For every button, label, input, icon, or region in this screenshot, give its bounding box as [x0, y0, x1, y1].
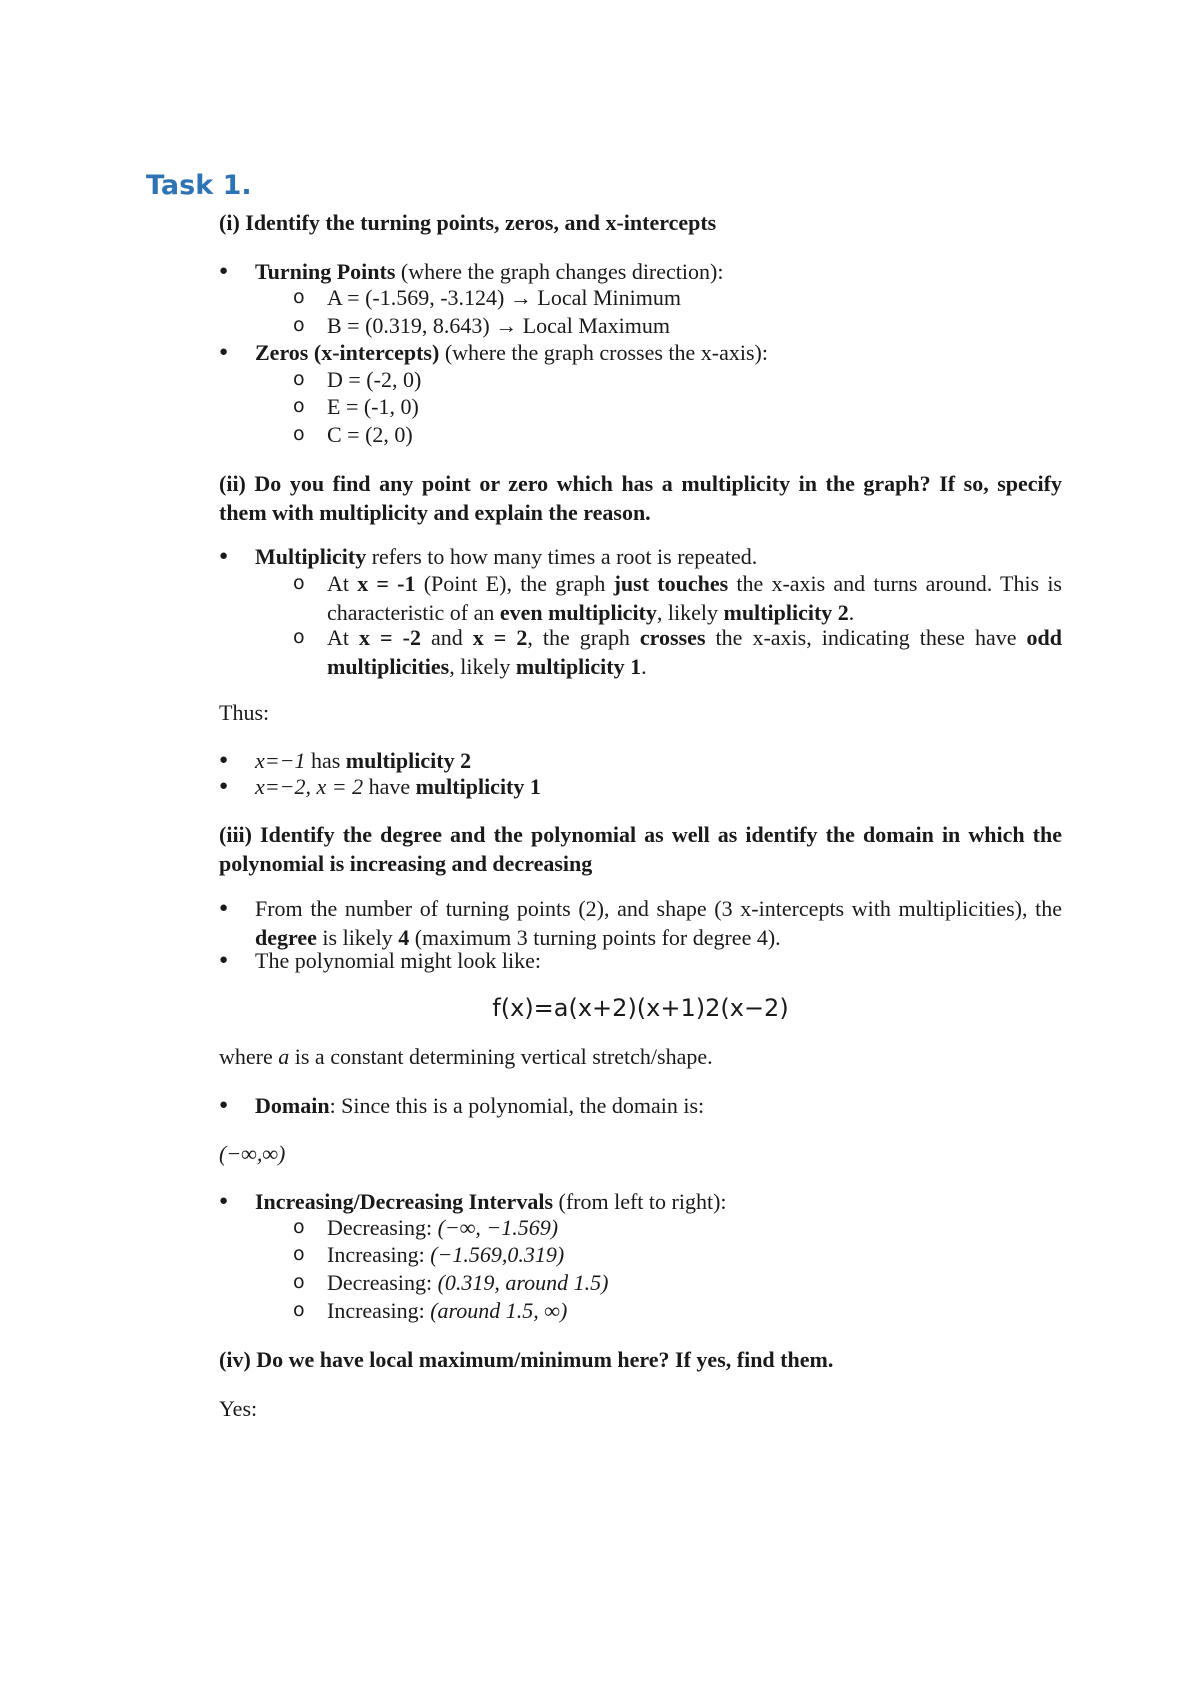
sub-bullet-icon: o	[293, 423, 305, 445]
domain-value: (−∞,∞)	[219, 1141, 286, 1166]
question-4-answer: Yes:	[219, 1396, 258, 1421]
polynomial-formula: f(x)=a(x+2)(x+1)2(x−2)	[492, 994, 789, 1022]
turning-points-desc: (where the graph changes direction):	[395, 259, 724, 284]
zero-c-text: C = (2, 0)	[327, 422, 413, 447]
sub-bullet-icon: o	[293, 286, 305, 308]
polynomial-intro: The polynomial might look like:	[255, 948, 541, 973]
question-1-heading: (i) Identify the turning points, zeros, and x-intercepts	[219, 210, 717, 235]
sub-bullet-icon: o	[293, 395, 305, 417]
zero-e-text: E = (-1, 0)	[327, 394, 419, 419]
multiplicity-desc: refers to how many times a root is repeated.	[366, 544, 758, 569]
thus-text: Thus:	[219, 700, 270, 725]
turning-points-label: Turning Points	[255, 259, 396, 284]
bullet-icon: ●	[219, 1097, 229, 1113]
task-title: Task 1.	[146, 170, 252, 201]
sub-bullet-icon: o	[293, 1243, 305, 1265]
bullet-icon: ●	[219, 1193, 229, 1209]
bullet-icon: ●	[219, 263, 229, 279]
bullet-icon: ●	[219, 344, 229, 360]
turning-point-a-text: A = (-1.569, -3.124) → Local Minimum	[327, 285, 681, 310]
question-4-heading: (iv) Do we have local maximum/minimum here? If yes, find them.	[219, 1347, 834, 1372]
question-2-heading: (ii) Do you find any point or zero which has a multiplicity in the graph? If so, specify them with multiplicity and explain the reason.	[219, 471, 1062, 525]
sub-bullet-icon: o	[293, 314, 305, 336]
question-3-heading: (iii) Identify the degree and the polynomial as well as identify the domain in which the polynomial is increasing and decreasing	[219, 822, 1062, 876]
zeros-label: Zeros (x-intercepts)	[255, 340, 440, 365]
bullet-icon: ●	[219, 900, 229, 916]
sub-bullet-icon: o	[293, 1216, 305, 1238]
sub-bullet-icon: o	[293, 1271, 305, 1293]
bullet-icon: ●	[219, 548, 229, 564]
sub-bullet-icon: o	[293, 626, 305, 648]
where-text: where a is a constant determining vertical stretch/shape.	[219, 1044, 713, 1069]
bullet-icon: ●	[219, 952, 229, 968]
zeros-desc: (where the graph crosses the x-axis):	[439, 340, 768, 365]
multiplicity-label: Multiplicity	[255, 544, 367, 569]
zero-d-text: D = (-2, 0)	[327, 367, 422, 392]
sub-bullet-icon: o	[293, 572, 305, 594]
document-page: Task 1. (i) Identify the turning points, zeros, and x-intercepts ● Turning Points (where the graph changes direction): o A = (-1.569, -3.124) → Local Minimum o B = (0.319, 8.643) → Local Maximum ● Zeros (x-intercepts) (where the graph crosses the x-axis): o D = (-2, 0) o E = (-1, 0) o C = (2, 0) (ii) Do you find any point or zero which has a multiplicity in the graph? If so, specify them with multiplicity and explain the reason. ● Multiplicity refers to how many times a root is repeated. o At x = -1 (Point E), the graph just touches the x-axis and turns around. This is characteristic of an even multiplicity, likely multiplicity 2. o At x = -2 and x = 2, the graph crosses the x-axis, indicating these have odd multiplicities, likely multiplicity 1. Thus: ● x=−1 has multiplicity 2 ● x=−2, x = 2 have multiplicity 1 (iii) Identify the degree and the polynomial as well as identify the domain in which the polynomial is increasing and decreasing ● From the number of turning points (2), and shape (3 x-intercepts with multiplicities), the degree is likely 4 (maximum 3 turning points for degree 4). ● The polynomial might look like: f(x)=a(x+2)(x+1)2(x−2) where a is a constant determining vertical stretch/shape. ● Domain: Since this is a polynomial, the domain is: (−∞,∞) ● Increasing/Decreasing Intervals (from left to right): o Decreasing: (−∞, −1.569) o Increasing: (−1.569,0.319) o Decreasing: (0.319, around 1.5) o Increasing: (around 1.5, ∞) (iv) Do we have local maximum/minimum here? If yes, find them. Yes:	[146, 170, 1063, 1421]
sub-bullet-icon: o	[293, 1299, 305, 1321]
bullet-icon: ●	[219, 778, 229, 794]
bullet-icon: ●	[219, 752, 229, 768]
sub-bullet-icon: o	[293, 368, 305, 390]
turning-point-b-text: B = (0.319, 8.643) → Local Maximum	[327, 313, 670, 338]
